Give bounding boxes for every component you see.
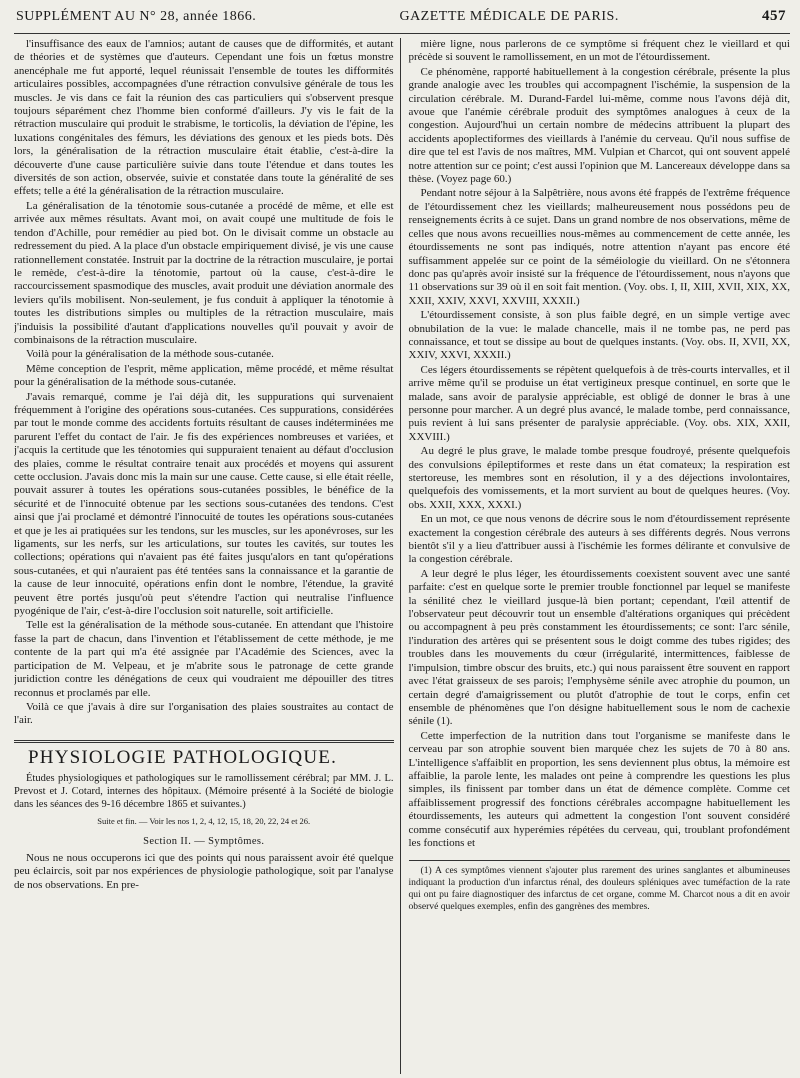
paragraph: l'insuffisance des eaux de l'amnios; autant de causes que de difformités, et autant de théories et de systèmes que d'auteurs. Cependant une fois un fœtus monstre anencéphale me fut apporté, lequel réunissait l'ensemble de toutes les difformités articulaires possibles, accompagnées d'une rétraction convulsive générale de tous les muscles. Je vis dans ce fait la réunion des cas particuliers qui s'observent presque toujours séparément chez l'homme bien conformé d'ailleurs. J'y vis le fait de la rétraction musculaire qui produit le strabisme, le torticolis, la déviation de l'épine, les luxations congénitales des fémurs, les déviations des genoux et les pieds bots. Dès lors, la généralisation de la rétraction musculaire était établie, c'est-à-dire la découverte d'une cause particulière suivie dans toute l'étendue et dans toutes les diversités de son action, observée, suivie et constatée dans toute la généralité de ses effets; telle a été la généralisation de la rétraction musculaire. [14, 38, 394, 198]
paragraph: Ce phénomène, rapporté habituellement à la congestion cérébrale, présente la plus grande analogie avec les troubles qui accompagnent l'ischémie, la suspension de la circulation cérébrale. M. Durand-Fardel lui-même, comme nous l'avons déjà dit, avoue que l'anémie cérébrale produit des symptômes analogues à ceux de la congestion. Aujourd'hui un certain nombre de médecins attribuent la plupart des accidents apoplectiformes des vieillards à l'anémie du cerveau. Qu'il nous suffise de dire que tel est l'avis de nos maîtres, MM. Vulpian et Charcot, qui ont souvent appelé notre attention sur ce point; c'est aussi l'opinion que M. Lancereaux développe dans sa thèse. (Voyez page 60.) [408, 65, 790, 186]
paragraph: En un mot, ce que nous venons de décrire sous le nom d'étourdissement représente exactement la congestion cérébrale des auteurs à ses différents degrés. Nous verrons bientôt s'il y a lieu d'attribuer aussi à l'ischémie les formes délirante et convulsive de la congestion cérébrale. [408, 513, 790, 566]
page-number: 457 [762, 8, 786, 24]
paragraph: La généralisation de la ténotomie sous-cutanée a procédé de même, et elle est arrivée aux mêmes résultats. Avant moi, on avait coupé une multitude de fois le tendon d'Achille, pour remédier au pied bot. On le divisait comme un obstacle au redressement du pied. A la place d'un obstacle empiriquement divisé, je vis une cause rationnellement constatée. Instruit par la doctrine de la rétraction musculaire, je portai le remède, c'est-à-dire la ténotomie, partout où la cause, c'est-à-dire le raccourcissement spasmodique des muscles, avait produit une déviation anormale des leviers qu'ils mobilisent. Non-seulement, je fus conduit à appliquer la ténotomie à toutes les distributions simples ou multiples de la rétraction musculaire, mais j'induisis la possibilité d'autant d'applications nouvelles qu'il pouvait y avoir de combinaisons de la rétraction musculaire. [14, 199, 394, 346]
paragraph: mière ligne, nous parlerons de ce symptôme si fréquent chez le vieillard et qui précède si souvent le ramollissement, en un mot de l'étourdissement. [408, 38, 790, 64]
subsection-title: Section II. — Symptômes. [143, 835, 265, 847]
paragraph: Ces légers étourdissements se répètent quelquefois à de très-courts intervalles, et il arrive même qu'il se produise un état vertigineux presque continuel, en sorte que le malade, sans avoir de paralysie appréciable, est obligé de donner le bras à une personne pour marcher. A un degré plus avancé, le malade tombe, perd connaissance, puis revient à lui sans présenter de paralysie appréciable. (Voy. obs. XIX, XXII, XXVIII.) [408, 363, 790, 443]
paragraph: J'avais remarqué, comme je l'ai déjà dit, les suppurations qui survenaient fréquemment à l'origine des opérations sous-cutanées. Ces suppurations, considérées par tout le monde comme des accidents fortuits résultant de causes indéterminées me parurent l'effet du contact de l'air. Je fis des expériences nombreuses et variées, et j'acquis la certitude que les ténotomies qui suppuraient tenaient au défaut d'occlusion des plaies, comme le résultat contraire tenait aux procédés et moyens qui assurent cette occlusion. J'avais donc mis la main sur une cause. Cette cause, si elle était réelle, pouvait assurer à toutes les opérations sous-cutanées possibles, le bénéfice de la sécurité et de l'innocuité obtenue par les sections sous-cutanées des tendons. C'est ainsi que j'ai proclamé et démontré l'innocuité de toutes les opérations sous-cutanées et que je les ai pratiquées sur les tendons, sur les muscles, sur les aponévroses, sur les ligaments, sur les nerfs, sur les articulations, sur toutes les cavités, sur toutes les collections; opérations qui n'avaient pas été faites jusqu'alors en tant qu'opérations sous-cutanées, et qui n'auraient pas été tentées sans la connaissance et la garantie de la cause de leur innocuité, opérations enfin dont le nombre, l'étendue, la gravité peuvent être portés jusqu'où peut s'étendre l'action qui neutralise l'influence pyogénique de l'air, c'est-à-dire l'occlusion soit naturelle, soit artificielle. [14, 390, 394, 618]
footnote: (1) A ces symptômes viennent s'ajouter plus rarement des urines sanglantes et albumineuses indiquant la production d'un infarctus rénal, des douleurs spléniques avec tuméfaction de la rate qui ont pu faire diagnostiquer des infarctus de cet organe, comme M. Charcot nous a dit en avoir observé quelques exemples, enfin des gangrènes des membres. [408, 865, 790, 913]
right-column [401, 38, 791, 1074]
paragraph: Telle est la généralisation de la méthode sous-cutanée. En attendant que l'histoire fasse la part de chacun, dans l'invention et l'établissement de cette méthode, je me contente de la part qui m'a été assignée par l'Académie des Sciences, avec la participation de M. Velpeau, et je m'abrite sous le patronage de cette grande juridiction contre les dénégations de ceux qui voudraient me dépouiller des titres reconnus et proclamés par elle. [14, 619, 394, 699]
paragraph: Même conception de l'esprit, même application, même procédé, et même résultat pour la généralisation de la méthode sous-cutanée. [14, 362, 394, 389]
paragraph: Nous ne nous occuperons ici que des points qui nous paraissent avoir été quelque peu éclaircis, soit par nos expériences de physiologie pathologique, soit par l'analyse de nos observations. En pre- [14, 851, 394, 891]
paragraph: A leur degré le plus léger, les étourdissements coexistent souvent avec une santé parfaite: c'est en quelque sorte le premier trouble fonctionnel par lequel se manifeste la sénilité chez le vieillard jusque-là bien portant; cependant, l'œil attentif de l'observateur peut découvrir tout un ensemble d'altérations organiques qui précèdent ou accompagnent à peu près constamment les étourdissements; ce sont: l'arc sénile, l'induration des artères qui se présentent sous le doigt comme des tubes rigides; des troubles dans les mouvements du cœur (irrégularité, intermittences, faiblesse de l'impulsion, timbre obscur des bruits, etc.) qui nous paraissent être souvent en rapport avec l'état graisseux de ses parois; l'emphysème sénile avec atrophie du poumon, un certain degré d'amaigrissement ou plutôt d'atrophie de tout le corps, enfin cet ensemble de phénomènes que l'on désigne habituellement sous le nom de cachexie sénile (1). [408, 567, 790, 728]
paragraph: Cette imperfection de la nutrition dans tout l'organisme se manifeste dans le cerveau par son atrophie souvent bien marquée chez les sujets de 70 à 80 ans. L'intelligence s'affaiblit en proportion, les sens deviennent plus obtus, la mémoire est affaiblie, la parole lente, les malades ont peine à comprendre les questions les plus simples, ils finissent par tomber dans un état de démence complète. Comme cet affaiblissement progressif des fonctions cérébrales accompagne habituellement les étourdissements, les auteurs qui admettent la congestion l'ont souvent considéré comme consécutif aux hyperémies répétées du cerveau, qui, troublant profondément les fonctions et [408, 729, 790, 849]
paragraph: Au degré le plus grave, le malade tombe presque foudroyé, présente quelquefois des convulsions épileptiformes et reste dans un état comateux; la respiration est stertoreuse, les membres sont en résolution, il y a des déjections involontaires, quelquefois des vomissements, et la mort survient au bout de quelques heures. (Voy. obs. XXII, XXX, XXXI.) [408, 445, 790, 511]
footnote-divider [409, 860, 791, 861]
section-divider [14, 740, 394, 743]
left-column [14, 38, 401, 1074]
paragraph: L'étourdissement consiste, à son plus faible degré, en un simple vertige avec obnubilation de la vue: le malade chancelle, mais il ne tombe pas, ne perd pas connaissance, et tout se dissipe au bout de quelques instants. (Voy. obs. II, XVII, XX, XXIV, XXVI, XXXII.) [408, 309, 790, 362]
journal-title: GAZETTE MÉDICALE DE PARIS. [399, 9, 619, 24]
section-title: PHYSIOLOGIE PATHOLOGIQUE. [28, 746, 338, 768]
page-header [14, 8, 790, 34]
article-heading: Études physiologiques et pathologiques sur le ramollissement cérébral; par MM. J. L. Prevost et J. Cotard, internes des hôpitaux. (Mémoire présenté à la Société de biologie dans les séances des 9-16 décembre 1865 et suivantes.) [14, 773, 394, 811]
paragraph: Voilà ce que j'avais à dire sur l'organisation des plaies soustraites au contact de l'air. [14, 700, 394, 727]
paragraph: Pendant notre séjour à la Salpêtrière, nous avons été frappés de l'extrême fréquence de l'étourdissement chez les vieillards; malheureusement nous possédons peu de renseignements écrits à ce sujet. Dans un grand nombre de nos observations, même de celles que nous avons recueillies nous-mêmes au commencement de cette année, les étourdissements ne sont pas indiqués, notre attention n'ayant pas encore été suffisamment appelée sur ce point de la séméiologie du vieillard. On ne s'étonnera donc pas qu'après avoir insisté sur la fréquence de l'étourdissement, nous n'ayons que 11 observations sur 39 où il en soit fait mention. (Voy. obs. I, II, XIII, XVII, XIX, XX, XXII, XXIV, XXVI, XXVIII, XXXII.) [408, 187, 790, 307]
two-column-body [14, 38, 790, 1074]
supplement-label: SUPPLÉMENT AU N° 28, année 1866. [16, 9, 257, 24]
paragraph: Voilà pour la généralisation de la méthode sous-cutanée. [26, 348, 274, 361]
continuation-note: Suite et fin. — Voir les nos 1, 2, 4, 12, 15, 18, 20, 22, 24 et 26. [97, 816, 311, 827]
